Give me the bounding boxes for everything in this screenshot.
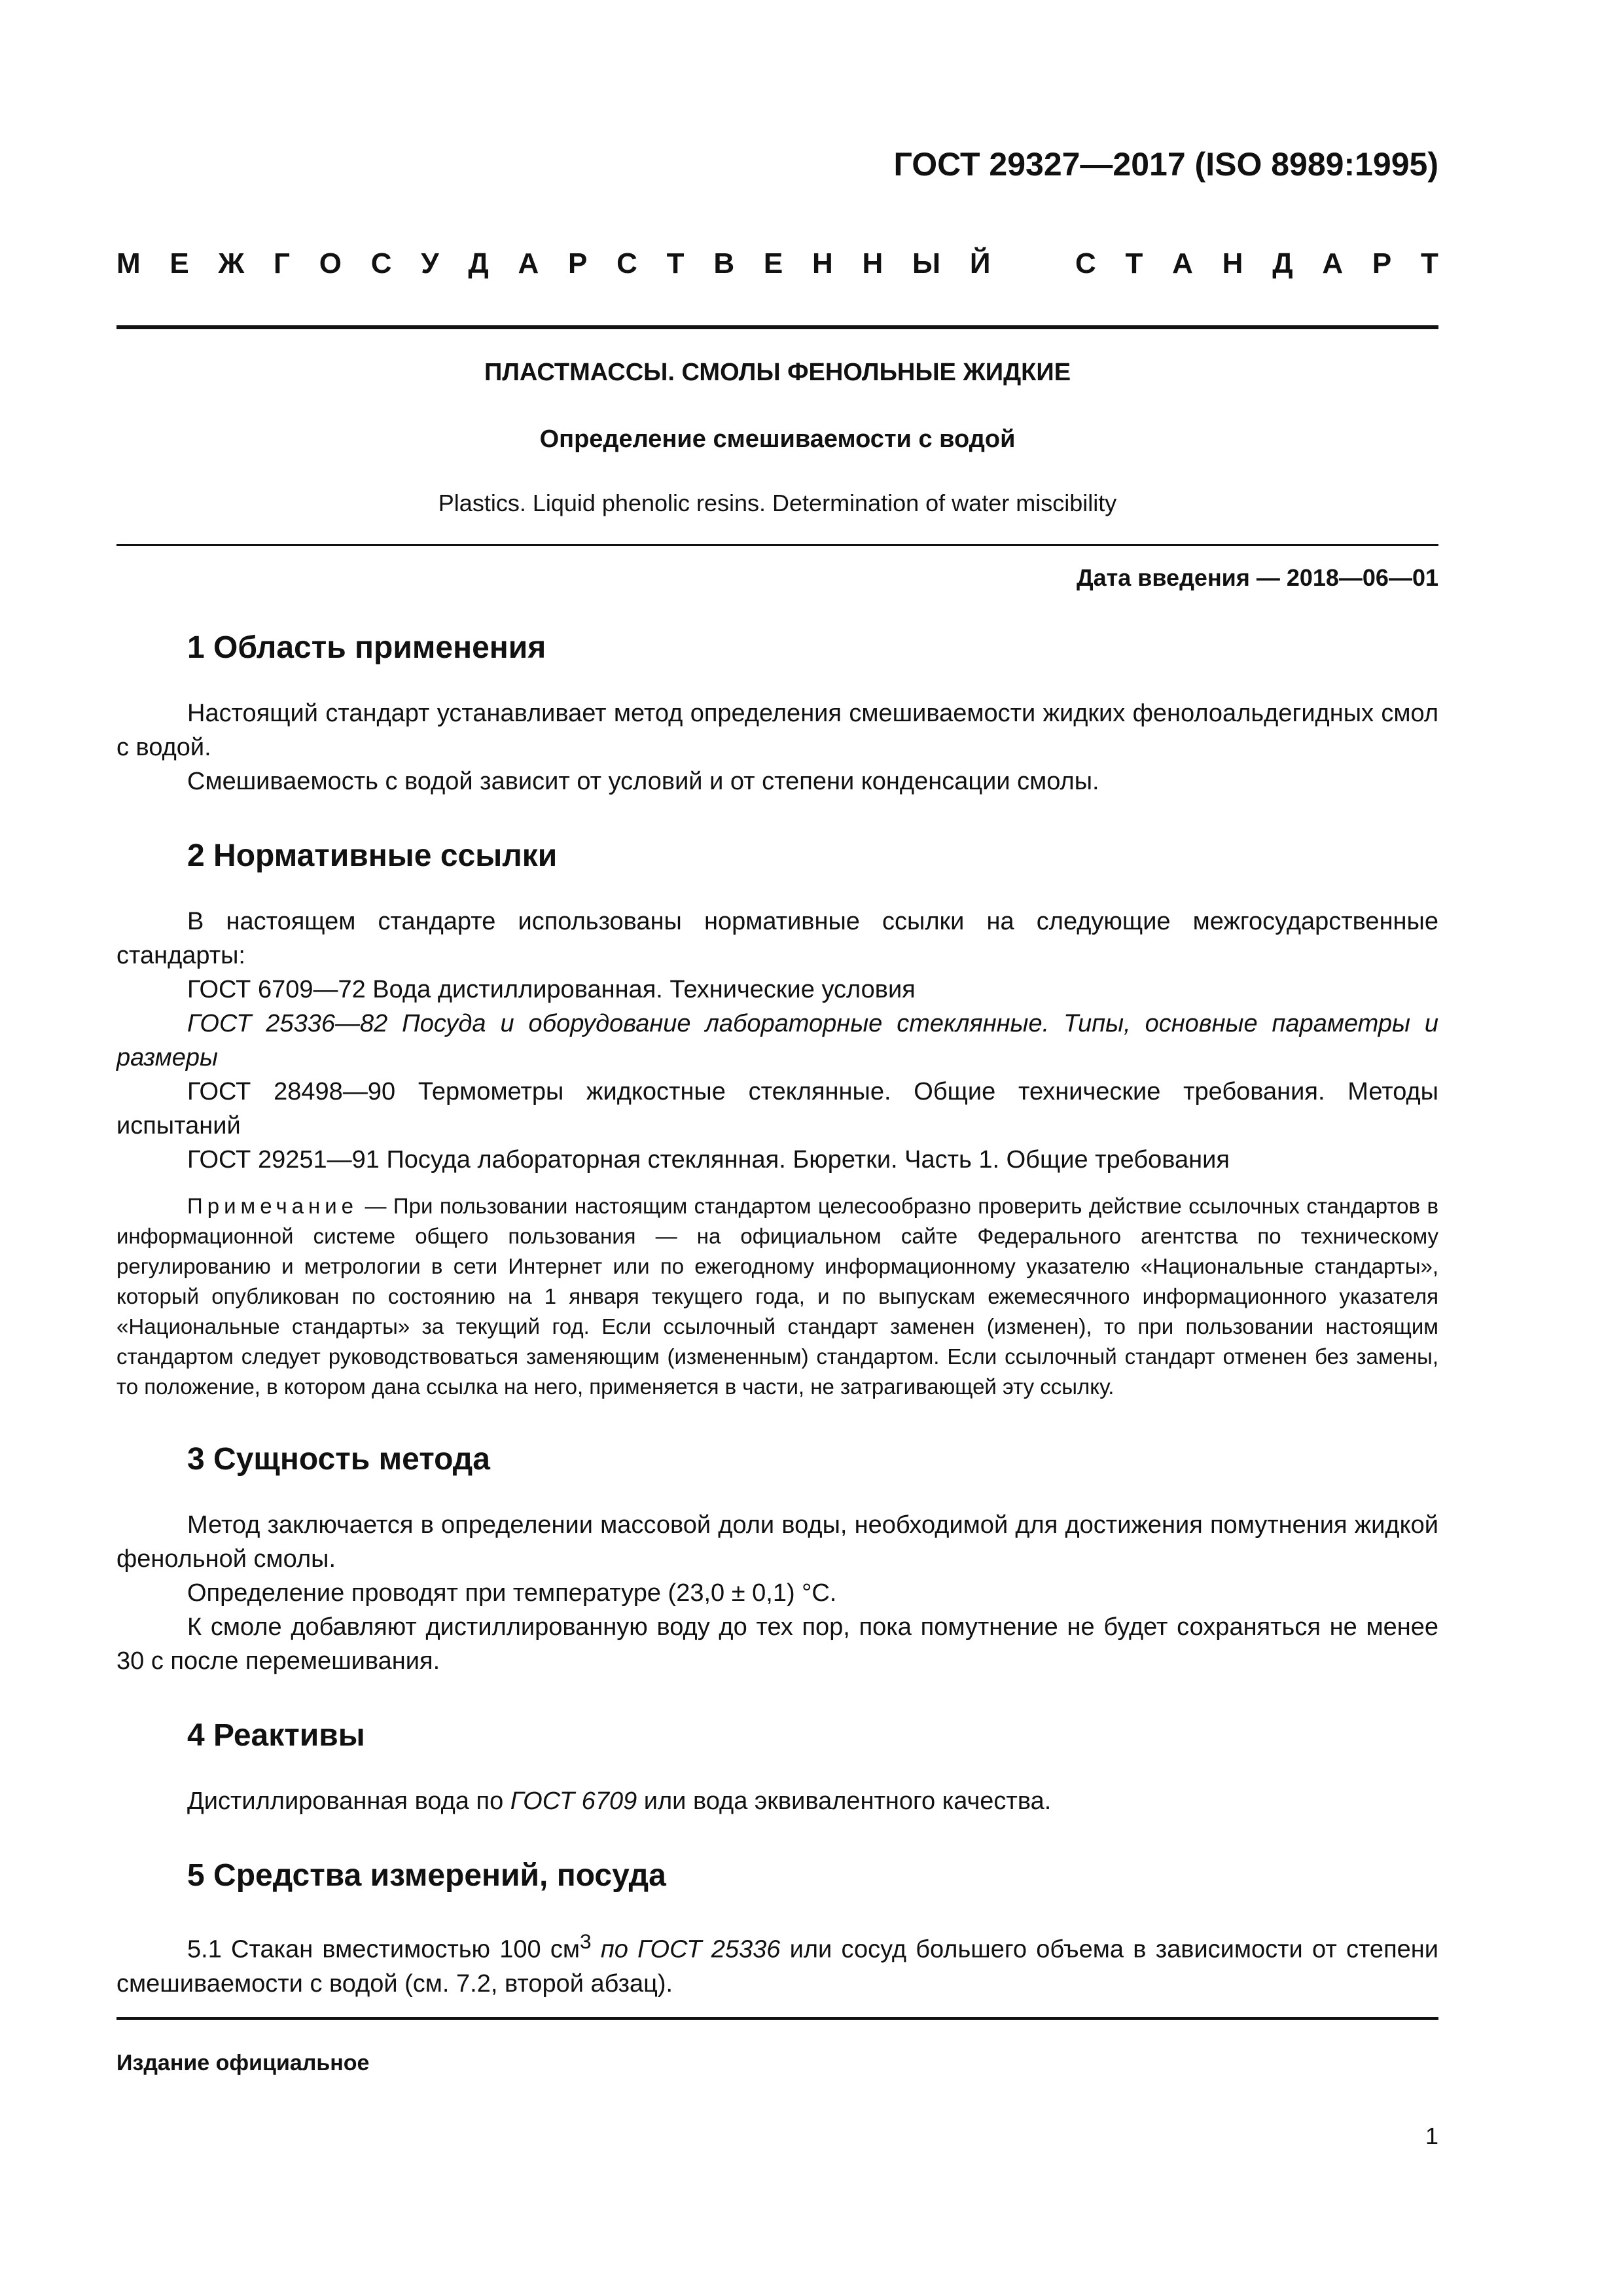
- section-heading: 5 Средства измерений, посуда: [187, 1858, 666, 1893]
- paragraph: [116, 1784, 1438, 1818]
- banner-letter: Т: [1420, 247, 1438, 279]
- banner-letter: В: [713, 247, 735, 279]
- reference-link: ГОСТ 6709: [510, 1787, 637, 1815]
- reference-item: ГОСТ 25336—82 Посуда и оборудование лабораторные стеклянные. Типы, основные параметры и размеры: [116, 1010, 1438, 1071]
- title-divider: [116, 544, 1438, 546]
- banner-letter: М: [116, 247, 141, 279]
- banner-letter: Р: [568, 247, 588, 279]
- reference-item: ГОСТ 29251—91 Посуда лабораторная стеклянная. Бюретки. Часть 1. Общие требования: [187, 1146, 1230, 1174]
- note-label: Примечание: [187, 1194, 359, 1218]
- paragraph: К смоле добавляют дистиллированную воду до тех пор, пока помутнение не будет сохраняться не менее 30 с после перемешивания.: [116, 1613, 1438, 1675]
- note: [116, 1191, 1438, 1402]
- paragraph: Определение проводят при температуре (23,0 ± 0,1) °С.: [187, 1579, 837, 1607]
- section-scope: [116, 628, 1438, 798]
- reference-link: по ГОСТ 25336: [591, 1935, 781, 1964]
- section-normative-references: [116, 836, 1438, 1402]
- banner-letter: У: [421, 247, 439, 279]
- document-title-english: Plastics. Liquid phenolic resins. Determination of water miscibility: [438, 490, 1117, 516]
- reference-item: ГОСТ 28498—90 Термометры жидкостные стеклянные. Общие технические требования. Методы испытаний: [116, 1078, 1438, 1139]
- banner-letter: С: [370, 247, 392, 279]
- banner-letter: Е: [763, 247, 783, 279]
- text-run: или сосуд большего объема в зависимости от степени смешиваемости с водой (см. 7.2, второй абзац).: [116, 1935, 1438, 1998]
- edition-label: Издание официальное: [116, 2051, 370, 2075]
- text-run: или вода эквивалентного качества.: [637, 1787, 1052, 1815]
- banner-letter: С: [1075, 247, 1096, 279]
- banner-letter: Р: [1372, 247, 1392, 279]
- banner-letter: А: [1322, 247, 1344, 279]
- header-divider: [116, 325, 1438, 329]
- reference-item: ГОСТ 6709—72 Вода дистиллированная. Технические условия: [187, 976, 916, 1003]
- banner-letter: Н: [862, 247, 883, 279]
- banner-letter: Т: [1125, 247, 1143, 279]
- banner-letter: Д: [1272, 247, 1293, 279]
- banner-letter: А: [518, 247, 539, 279]
- paragraph: [116, 1924, 1438, 2001]
- text-run: Дистиллированная вода по: [187, 1787, 510, 1815]
- section-reagents: [116, 1716, 1438, 1818]
- banner-letter: С: [616, 247, 637, 279]
- banner-letter: А: [1172, 247, 1193, 279]
- introduction-date: Дата введения — 2018—06—01: [1076, 564, 1438, 591]
- footer-divider: [116, 2017, 1438, 2020]
- paragraph: Метод заключается в определении массовой доли воды, необходимой для достижения помутнения жидкой фенольной смолы.: [116, 1511, 1438, 1573]
- paragraph: В настоящем стандарте использованы нормативные ссылки на следующие межгосударственные стандарты:: [116, 908, 1438, 969]
- banner-letter: Й: [969, 247, 991, 279]
- document-code: ГОСТ 29327—2017 (ISO 8989:1995): [893, 146, 1438, 183]
- section-heading: 4 Реактивы: [187, 1718, 365, 1753]
- section-measuring-instruments: [116, 1856, 1438, 2001]
- section-heading: 3 Сущность метода: [187, 1442, 490, 1477]
- banner-word-gap: [1020, 247, 1046, 280]
- paragraph: Настоящий стандарт устанавливает метод определения смешиваемости жидких фенолоальдегидных смол с водой.: [116, 700, 1438, 761]
- section-method-essence: [116, 1440, 1438, 1678]
- section-heading: 1 Область применения: [187, 630, 546, 665]
- banner-letter: Ы: [912, 247, 941, 279]
- section-heading: 2 Нормативные ссылки: [187, 838, 558, 873]
- document-title: ПЛАСТМАССЫ. СМОЛЫ ФЕНОЛЬНЫЕ ЖИДКИЕ: [484, 359, 1071, 386]
- superscript: 3: [580, 1929, 592, 1953]
- banner-letter: Е: [169, 247, 189, 279]
- page-number: 1: [1425, 2123, 1438, 2149]
- banner-letter: Г: [274, 247, 290, 279]
- banner-letter: О: [319, 247, 342, 279]
- banner-letter: Д: [468, 247, 489, 279]
- document-subtitle: Определение смешиваемости с водой: [539, 425, 1016, 453]
- paragraph: Смешиваемость с водой зависит от условий и от степени конденсации смолы.: [187, 768, 1099, 795]
- text-run: 5.1 Стакан вместимостью 100 см: [187, 1935, 580, 1964]
- document-body: [116, 628, 1438, 2001]
- banner-letter: Н: [812, 247, 833, 279]
- banner-letter: Т: [666, 247, 685, 279]
- banner-letter: Н: [1222, 247, 1243, 279]
- note-text: — При пользовании настоящим стандартом целесообразно проверить действие ссылочных стандартов в информационной системе общего пользования — на официальном сайте Федерального агентства по техническому регулированию и метрологии в сети Интернет или по ежегодному информационному указателю «Национальные стандарты», который опубликован по состоянию на 1 января текущего года, и по выпускам ежемесячного информационного указателя «Национальные стандарты» за текущий год. Если ссылочный стандарт заменен (изменен), то при пользовании настоящим стандартом следует руководствоваться заменяющим (измененным) стандартом. Если ссылочный стандарт отменен без замены, то положение, в котором дана ссылка на него, применяется в части, не затрагивающей эту ссылку.: [116, 1194, 1438, 1399]
- banner-letter: Ж: [218, 247, 245, 279]
- document-page: [116, 0, 1438, 2296]
- interstate-standard-banner: [116, 247, 1438, 280]
